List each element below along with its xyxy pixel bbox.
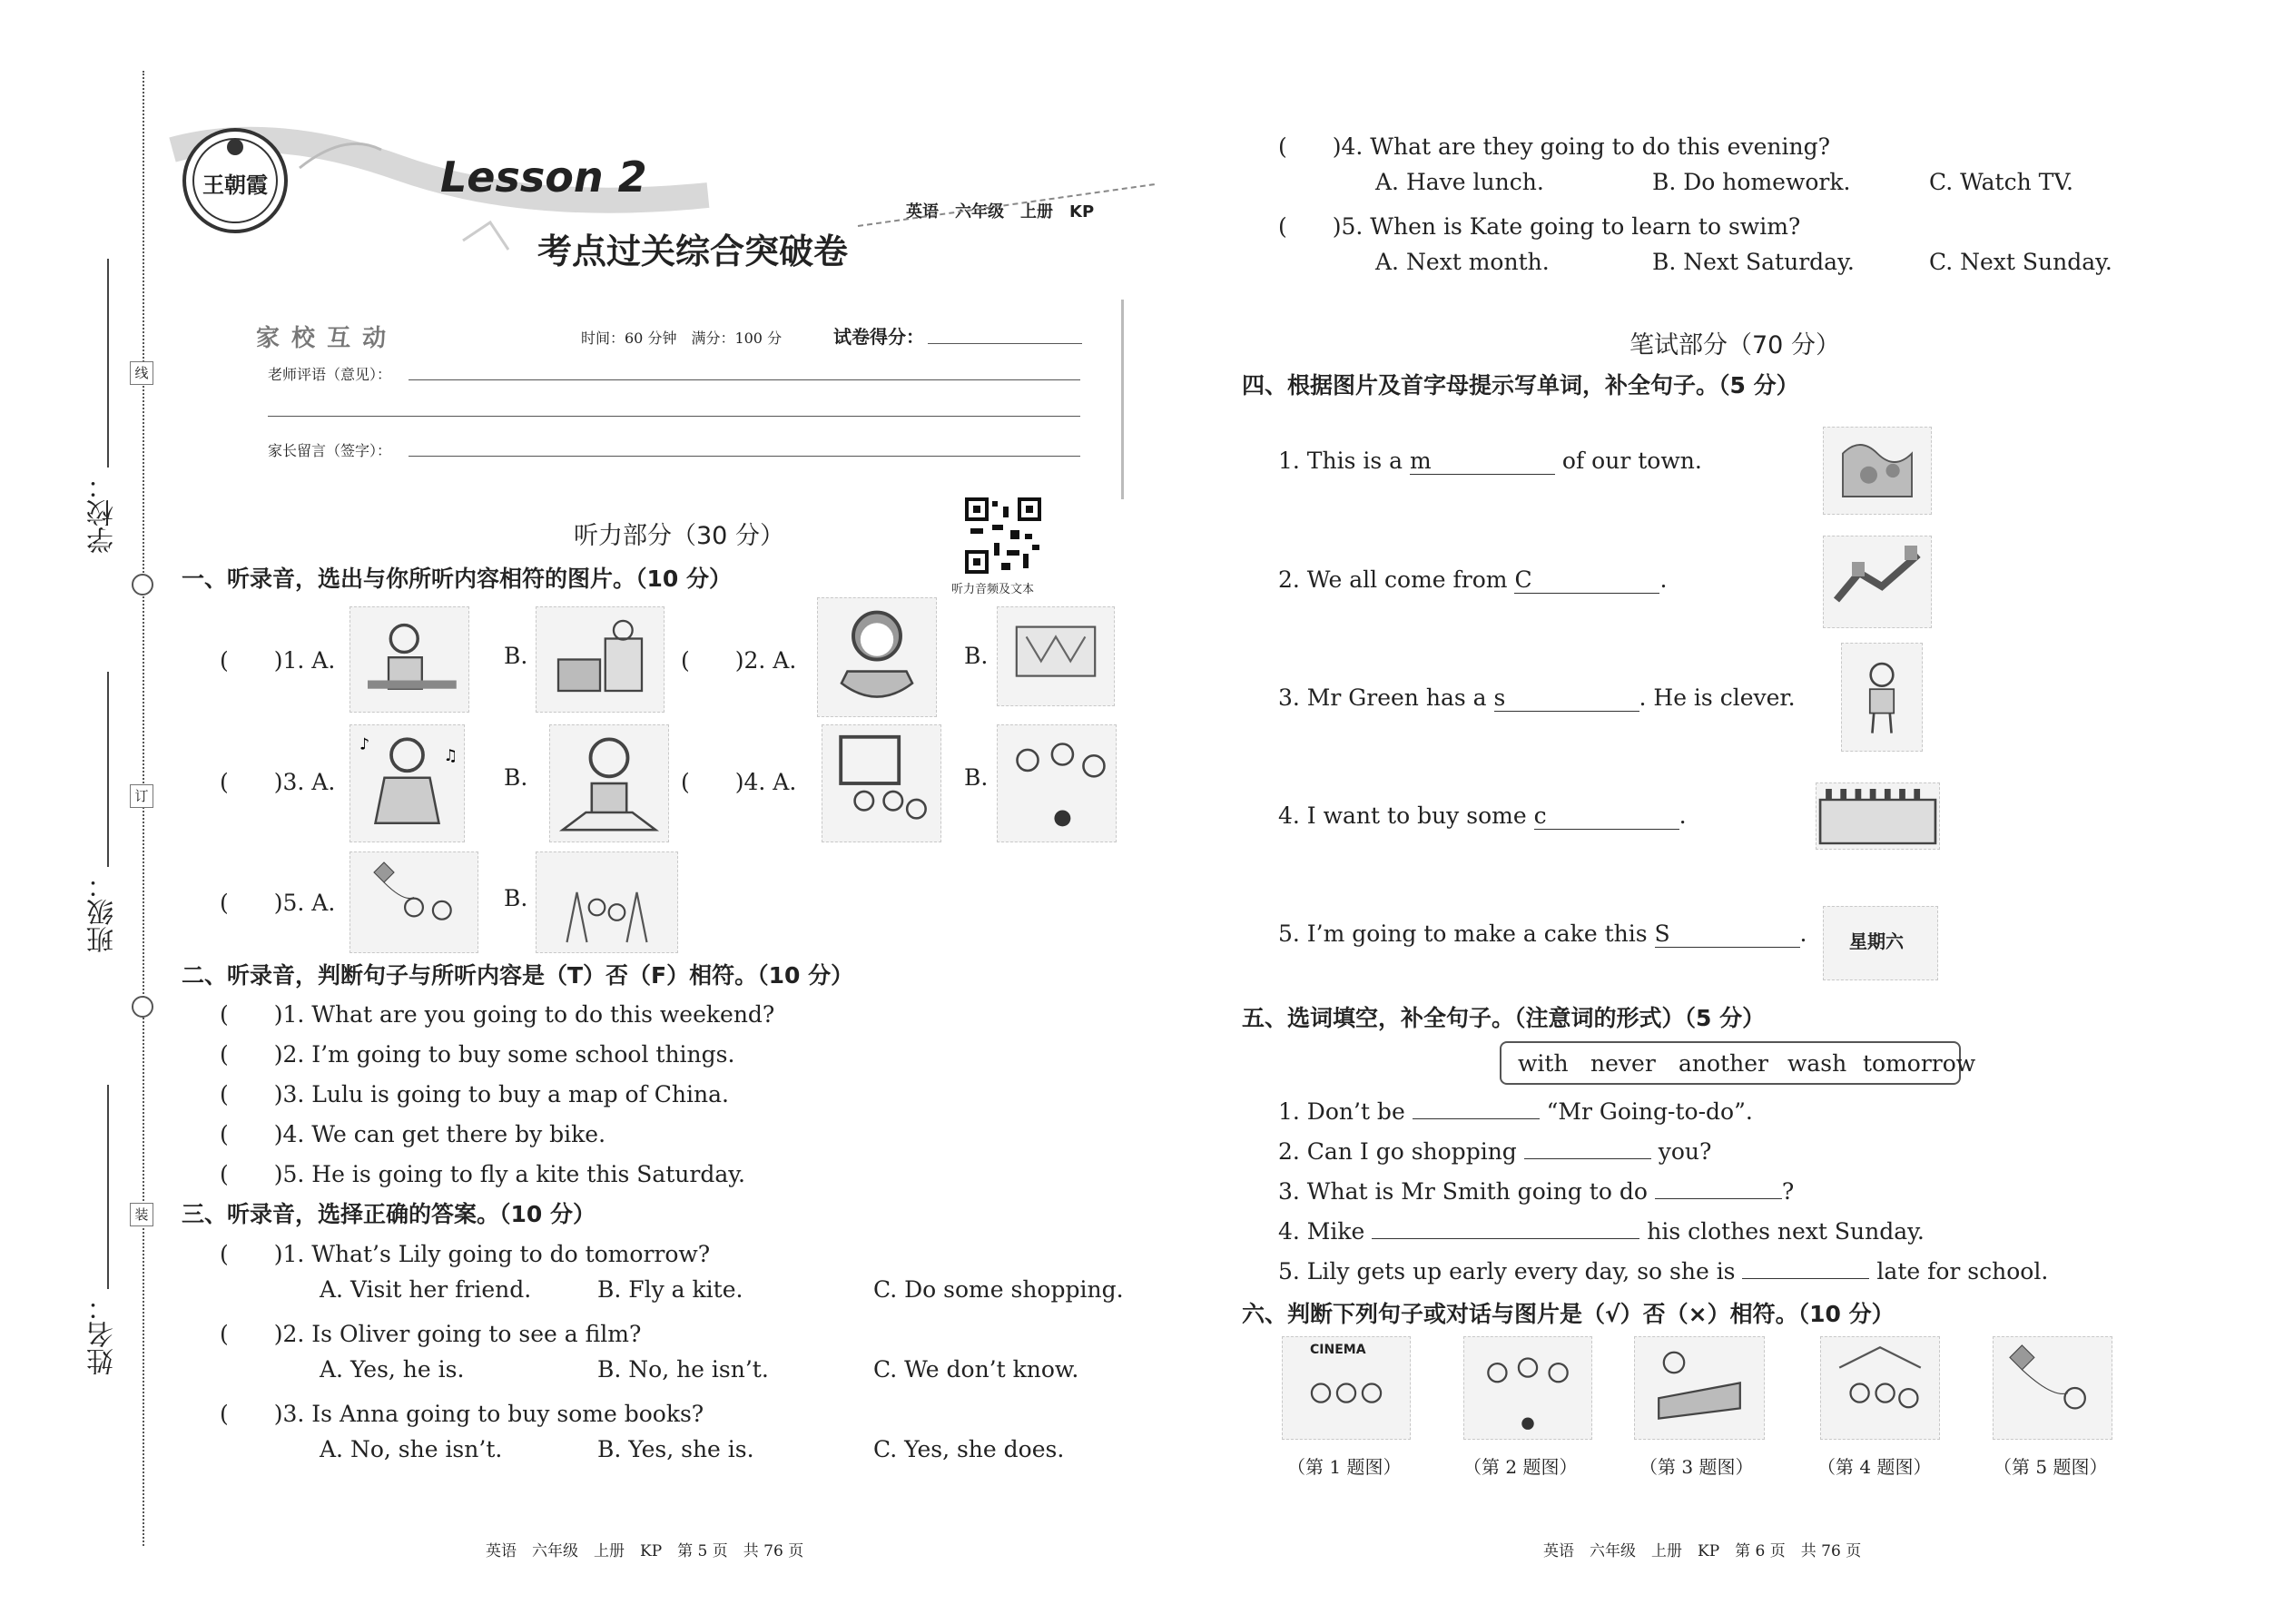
binding-dotted-line [143,71,144,1546]
s3-option-a: A. No, she isn’t. [320,1436,503,1462]
calendar-text: 星期六 [1849,930,1904,952]
school-blank [107,259,109,468]
s1-q1-picture-b [536,606,665,713]
s3-question: ( )2. Is Oliver going to see a film? [220,1321,642,1347]
footer-right: 英语 六年级 上册 KP 第 6 页 共 76 页 [1543,1542,1862,1560]
section2-title: 二、听录音，判断句子与所听内容是（T）否（F）相符。（10 分） [182,962,854,989]
s3-option-b: B. Do homework. [1652,169,1851,195]
section4-title: 四、根据图片及首字母提示写单词，补全句子。（5 分） [1242,372,1799,399]
s4-item-2: 2. We all come from C . [1278,566,1668,593]
paper-subtitle: 考点过关综合突破卷 [537,231,849,271]
s3-option-b: B. Yes, she is. [597,1436,754,1462]
s3-option-b: B. Next Saturday. [1652,249,1855,275]
s3-question: ( )1. What’s Lily going to do tomorrow? [220,1241,711,1267]
s1-b-label: B. [504,885,528,911]
s1-q5-picture-b [536,851,678,953]
s3-question: ( )3. Is Anna going to buy some books? [220,1401,704,1427]
s3-option-b: B. Fly a kite. [597,1276,743,1303]
s1-q2-picture-b [997,606,1115,706]
teacher-comment-label: 老师评语（意见）： [268,366,392,383]
home-school-label: 家 校 互 动 [256,325,389,352]
s3-option-b: B. No, he isn’t. [597,1356,769,1383]
binding-tag-line: 线 [130,361,153,385]
score-blank [928,343,1082,344]
section3-title: 三、听录音，选择正确的答案。（10 分） [182,1201,596,1227]
s4-item-3: 3. Mr Green has a s . He is clever. [1278,684,1796,711]
lesson-title: Lesson 2 [440,153,647,202]
binding-hole [132,574,153,595]
s2-item: ( )4. We can get there by bike. [220,1121,606,1147]
s4-crayons-picture [1816,782,1940,850]
s4-boy-picture [1841,643,1923,752]
s3-question: ( )4. What are they going to do this evening? [1278,133,1830,160]
word-option: with [1518,1050,1569,1077]
s4-item-4: 4. I want to buy some c . [1278,802,1687,829]
s1-q5-picture-a [350,851,478,953]
s1-b-label: B. [504,643,528,669]
name-blank [107,1085,109,1289]
s2-item: ( )5. He is going to fly a kite this Saturday. [220,1161,746,1187]
s6-caption: （第 4 题图） [1817,1456,1932,1478]
word-option: tomorrow [1863,1050,1976,1077]
footer-left: 英语 六年级 上册 KP 第 5 页 共 76 页 [486,1542,804,1560]
s4-great-wall-picture [1823,536,1932,628]
s2-item: ( )2. I’m going to buy some school things. [220,1041,735,1068]
s6-picture-3 [1634,1336,1765,1440]
binding-tag-bind: 装 [130,1203,153,1226]
s5-item-4: 4. Mike his clothes next Sunday. [1278,1218,1925,1245]
s1-q3-picture-a [350,724,465,842]
svg-text:♪: ♪ [359,735,370,754]
word-option: never [1590,1050,1656,1077]
s1-b-label: B. [964,643,989,669]
section1-title: 一、听录音，选出与你所听内容相符的图片。（10 分） [182,566,732,592]
s3-question: ( )5. When is Kate going to learn to swim? [1278,213,1801,240]
qr-code [965,497,1041,574]
s1-q4-picture-a [822,724,941,842]
cinema-sign: CINEMA [1310,1343,1366,1357]
s4-item-5: 5. I’m going to make a cake this S . [1278,920,1807,947]
name-label: 姓名： [87,1294,119,1375]
parent-comment-line [409,456,1080,457]
s1-b-label: B. [504,764,528,791]
s6-picture-1-cinema [1282,1336,1411,1440]
s1-q1-picture-a [350,606,469,713]
s6-picture-2 [1463,1336,1592,1440]
s1-q2-picture-a [817,597,937,717]
s3-option-a: A. Yes, he is. [320,1356,465,1383]
svg-text:♫: ♫ [443,747,458,765]
s5-item-5: 5. Lily gets up early every day, so she is late for school. [1278,1258,2049,1284]
s6-caption: （第 1 题图） [1287,1456,1402,1478]
parent-comment-label: 家长留言（签字）： [268,442,392,459]
s3-option-a: A. Visit her friend. [320,1276,532,1303]
s3-option-c: C. Yes, she does. [873,1436,1065,1462]
class-blank [107,672,109,867]
s6-caption: （第 3 题图） [1639,1456,1754,1478]
s3-option-c: C. Watch TV. [1929,169,2073,195]
s6-picture-4 [1820,1336,1940,1440]
listening-title: 听力部分（30 分） [574,522,784,550]
binding-tag-order: 订 [130,784,153,808]
time-info: 时间：60 分钟 满分：100 分 [581,330,783,347]
s6-caption: （第 2 题图） [1463,1456,1578,1478]
word-option: wash [1787,1050,1847,1077]
s2-item: ( )3. Lulu is going to buy a map of China. [220,1081,729,1107]
logo-text: 王朝霞 [202,172,268,198]
header-divider [1121,300,1124,499]
s3-option-c: C. Do some shopping. [873,1276,1124,1303]
qr-caption: 听力音频及文本 [951,583,1035,596]
word-option: another [1679,1050,1768,1077]
class-label: 班级： [87,871,119,953]
writing-title: 笔试部分（70 分） [1629,331,1840,359]
binding-hole [132,996,153,1018]
s6-caption: （第 5 题图） [1994,1456,2108,1478]
s5-item-2: 2. Can I go shopping you? [1278,1138,1712,1165]
s1-item-2: ( )2. A. [681,647,797,674]
s6-picture-5 [1993,1336,2112,1440]
section5-title: 五、选词填空，补全句子。（注意词的形式）（5 分） [1242,1005,1766,1031]
course-tag: 英语 六年级 上册 KP [906,202,1095,221]
s1-b-label: B. [964,764,989,791]
word-bank-box [1500,1041,1976,1085]
s3-option-a: A. Have lunch. [1375,169,1544,195]
school-label: 学校： [87,472,119,554]
s4-item-1: 1. This is a m of our town. [1278,448,1702,474]
score-label: 试卷得分： [833,326,924,348]
section6-title: 六、判断下列句子或对话与图片是（√）否（×）相符。（10 分） [1242,1301,1895,1327]
s5-item-3: 3. What is Mr Smith going to do ? [1278,1178,1795,1205]
teacher-comment-line-2 [268,416,1080,417]
s3-option-c: C. We don’t know. [873,1356,1079,1383]
s1-item-1: ( )1. A. [220,647,336,674]
s1-q4-picture-b [997,724,1117,842]
s3-option-c: C. Next Sunday. [1929,249,2112,275]
s1-item-3: ( )3. A. [220,769,336,795]
teacher-comment-line [409,379,1080,380]
s3-option-a: A. Next month. [1375,249,1550,275]
publisher-logo [182,127,289,234]
s5-item-1: 1. Don’t be “Mr Going-to-do”. [1278,1098,1753,1125]
s1-item-4: ( )4. A. [681,769,797,795]
s1-q3-picture-b [549,724,669,842]
s4-town-map-picture [1823,427,1932,515]
s2-item: ( )1. What are you going to do this weekend? [220,1001,775,1028]
s1-item-5: ( )5. A. [220,890,336,916]
s4-calendar-picture [1823,906,1938,980]
